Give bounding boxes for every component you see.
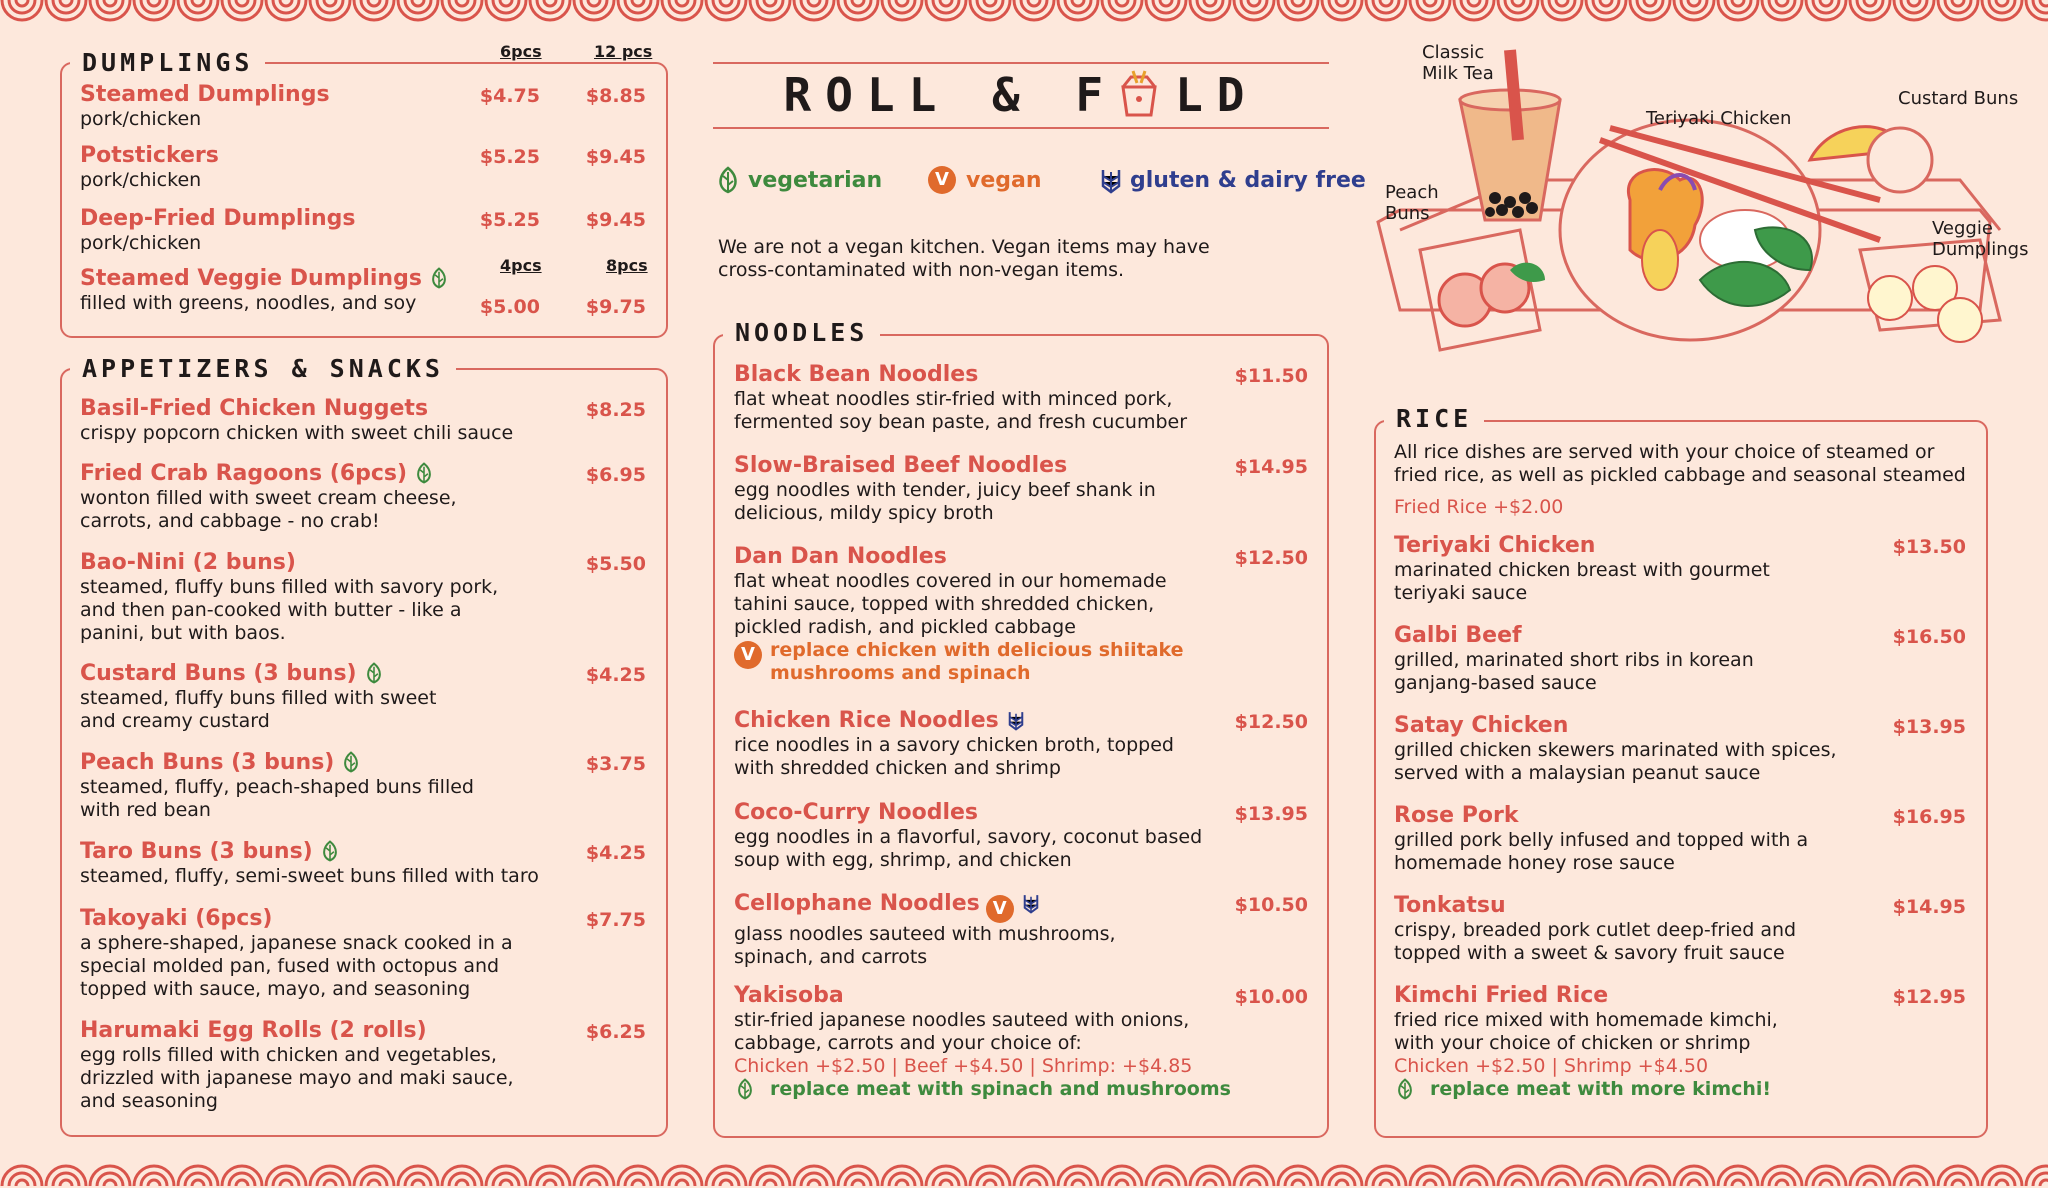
restaurant-logo (713, 64, 1329, 126)
item-description: flat wheat noodles stir-fried with minced pork, fermented soy bean paste, and fresh cucumber (734, 388, 1188, 433)
item-price: $9.75 (585, 296, 646, 318)
label-peach: Peach Buns (1385, 182, 1439, 224)
item-name (80, 396, 560, 422)
item-description: steamed, fluffy, peach-shaped buns filled with red bean (80, 776, 474, 821)
item-description: filled with greens, noodles, and soy (80, 292, 417, 314)
item-description: pork/chicken (80, 108, 202, 130)
vegetarian-leaf-icon (413, 462, 435, 484)
bottom-wave-border (0, 1160, 2048, 1188)
item-name-text: Taro Buns (3 buns) (80, 839, 313, 864)
item-name (734, 453, 1234, 479)
item-name (80, 661, 560, 687)
item-name-text: Steamed Dumplings (80, 82, 330, 107)
item-substitution-note (734, 639, 1234, 685)
menu-item (1394, 623, 1894, 695)
menu-item (1394, 983, 1894, 1101)
item-name (80, 461, 560, 487)
menu-item (1394, 533, 1894, 605)
item-price: $10.00 (1234, 986, 1308, 1008)
item-price: $5.50 (585, 553, 646, 575)
vegetarian-leaf-icon (363, 662, 385, 684)
item-description: stir-fried japanese noodles sauteed with onions, cabbage, carrots and your choice of: (734, 1009, 1190, 1054)
item-price: $13.95 (1892, 716, 1966, 738)
item-name (80, 266, 480, 292)
item-description: pork/chicken (80, 232, 202, 254)
vegetarian-leaf-icon (319, 840, 341, 862)
item-description: egg noodles with tender, juicy beef shank in delicious, mildy spicy broth (734, 479, 1156, 524)
item-description: pork/chicken (80, 169, 202, 191)
menu-item (734, 453, 1234, 525)
item-name-text: Chicken Rice Noodles (734, 708, 999, 733)
wheat-icon (1100, 166, 1122, 194)
item-name-text: Steamed Veggie Dumplings (80, 266, 422, 291)
item-name-text: Cellophane Noodles (734, 891, 980, 916)
item-name (734, 544, 1234, 570)
item-name-text: Rose Pork (1394, 803, 1519, 828)
item-price: $14.95 (1234, 456, 1308, 478)
item-name (80, 143, 480, 169)
item-price: $12.50 (1234, 711, 1308, 733)
item-addons: Chicken +$2.50 | Shrimp +$4.50 (1394, 1055, 1709, 1077)
vegetarian-leaf-icon (716, 166, 740, 194)
vegetarian-leaf-icon (1394, 1078, 1416, 1100)
menu-item (1394, 803, 1894, 875)
item-description: flat wheat noodles covered in our homemade tahini sauce, topped with shredded chicken, pickled radish, and pickled cabbage (734, 570, 1167, 638)
item-description: steamed, fluffy buns filled with sweet and creamy custard (80, 687, 437, 732)
item-name (1394, 623, 1894, 649)
item-price: $5.25 (479, 209, 540, 231)
menu-item (80, 839, 560, 888)
item-name (80, 206, 480, 232)
item-name (80, 550, 560, 576)
item-description: marinated chicken breast with gourmet teriyaki sauce (1394, 559, 1770, 604)
item-price: $11.50 (1234, 365, 1308, 387)
item-name (734, 362, 1234, 388)
item-price: $9.45 (585, 209, 646, 231)
item-description: egg rolls filled with chicken and vegetables, drizzled with japanese mayo and maki sauce, and seasoning (80, 1044, 514, 1112)
vegetarian-leaf-icon (734, 1078, 756, 1100)
wheat-icon (1005, 709, 1027, 731)
item-description: glass noodles sauteed with mushrooms, spinach, and carrots (734, 923, 1116, 968)
item-name-text: Peach Buns (3 buns) (80, 750, 335, 775)
item-name (734, 983, 1234, 1009)
vegan-badge-icon: V (986, 895, 1014, 923)
fried-rice-upcharge: Fried Rice +$2.00 (1394, 496, 1564, 518)
vegan-badge-icon: V (928, 166, 956, 194)
item-price: $12.50 (1234, 547, 1308, 569)
logo-text-right: LD (1175, 68, 1259, 122)
item-name (734, 800, 1234, 826)
item-description: grilled chicken skewers marinated with spices, served with a malaysian peanut sauce (1394, 739, 1837, 784)
item-name (80, 750, 560, 776)
menu-item (80, 906, 560, 1001)
item-name (1394, 803, 1894, 829)
item-price: $5.25 (479, 146, 540, 168)
item-name-text: Fried Crab Ragoons (6pcs) (80, 461, 408, 486)
item-name-text: Galbi Beef (1394, 623, 1522, 648)
item-price: $9.45 (585, 146, 646, 168)
item-name-text: Satay Chicken (1394, 713, 1569, 738)
item-name-text: Custard Buns (3 buns) (80, 661, 357, 686)
item-description: fried rice mixed with homemade kimchi, with your choice of chicken or shrimp (1394, 1009, 1778, 1054)
item-price: $12.95 (1892, 986, 1966, 1008)
item-price: $8.85 (585, 85, 646, 107)
menu-item (80, 266, 480, 315)
vegetarian-leaf-icon (428, 267, 450, 289)
item-price: $14.95 (1892, 896, 1966, 918)
item-price: $3.75 (585, 753, 646, 775)
logo-line-bottom (713, 127, 1329, 129)
item-name-text: Tonkatsu (1394, 893, 1506, 918)
item-name (734, 708, 1234, 734)
item-price: $10.50 (1234, 894, 1308, 916)
disclaimer: We are not a vegan kitchen. Vegan items may have cross-contaminated with non-vegan items. (718, 236, 1210, 281)
item-name (80, 906, 560, 932)
item-name-text: Black Bean Noodles (734, 362, 979, 387)
label-veggie: Veggie Dumplings (1932, 218, 2029, 260)
item-price: $6.95 (585, 464, 646, 486)
item-description: grilled, marinated short ribs in korean ganjang-based sauce (1394, 649, 1754, 694)
item-name-text: Bao-Nini (2 buns) (80, 550, 296, 575)
item-substitution-note (734, 1078, 1234, 1101)
note-text: replace meat with spinach and mushrooms (770, 1078, 1231, 1100)
item-name (1394, 983, 1894, 1009)
item-description: rice noodles in a savory chicken broth, topped with shredded chicken and shrimp (734, 734, 1174, 779)
item-price: $8.25 (585, 399, 646, 421)
menu-item (80, 143, 480, 192)
legend-gf-df: gluten & dairy free (1130, 168, 1366, 193)
item-substitution-note (1394, 1078, 1894, 1101)
menu-item (1394, 713, 1894, 785)
item-price: $4.25 (585, 842, 646, 864)
menu-item (80, 396, 560, 445)
item-name-text: Kimchi Fried Rice (1394, 983, 1609, 1008)
item-price: $7.75 (585, 909, 646, 931)
item-price: $4.75 (479, 85, 540, 107)
top-wave-border (0, 0, 2048, 26)
label-milk-tea: Classic Milk Tea (1422, 42, 1494, 84)
item-price: $16.50 (1892, 626, 1966, 648)
item-name-text: Deep-Fried Dumplings (80, 206, 356, 231)
menu-item (734, 800, 1234, 872)
menu-item (734, 362, 1234, 434)
item-price: $13.95 (1234, 803, 1308, 825)
item-name (1394, 713, 1894, 739)
vegan-badge-icon: V (734, 641, 762, 669)
menu-item (80, 750, 560, 822)
item-name (80, 839, 560, 865)
label-custard: Custard Buns (1898, 88, 2019, 109)
item-name-text: Harumaki Egg Rolls (2 rolls) (80, 1018, 427, 1043)
item-name-text: Basil-Fried Chicken Nuggets (80, 396, 429, 421)
legend-vegan: vegan (966, 168, 1042, 193)
legend (716, 166, 1366, 200)
item-addons: Chicken +$2.50 | Beef +$4.50 | Shrimp: +$4.85 (734, 1055, 1193, 1077)
item-description: steamed, fluffy, semi-sweet buns filled with taro (80, 865, 539, 887)
menu-item (80, 550, 560, 645)
menu-item (1394, 893, 1894, 965)
item-name-text: Potstickers (80, 143, 219, 168)
item-description: crispy popcorn chicken with sweet chili sauce (80, 422, 514, 444)
item-name-text: Dan Dan Noodles (734, 544, 947, 569)
appetizers-title: APPETIZERS & SNACKS (70, 354, 456, 383)
item-price: $5.00 (479, 296, 540, 318)
menu-item (734, 983, 1234, 1101)
item-name (80, 82, 480, 108)
noodles-title: NOODLES (723, 318, 880, 347)
item-name-text: Yakisoba (734, 983, 844, 1008)
dumplings-title: DUMPLINGS (70, 48, 265, 77)
menu-item (734, 708, 1234, 780)
rice-title: RICE (1384, 404, 1484, 433)
menu-item (734, 891, 1234, 969)
item-name-text: Takoyaki (6pcs) (80, 906, 273, 931)
item-description: steamed, fluffy buns filled with savory pork, and then pan-cooked with butter - like a panini, but with baos. (80, 576, 499, 644)
label-teriyaki: Teriyaki Chicken (1646, 108, 1792, 129)
col-12pcs: 12 pcs (594, 42, 653, 61)
item-price: $4.25 (585, 664, 646, 686)
item-name-text: Teriyaki Chicken (1394, 533, 1596, 558)
item-name-text: Coco-Curry Noodles (734, 800, 978, 825)
item-price: $13.50 (1892, 536, 1966, 558)
menu-item (80, 1018, 560, 1113)
item-price: $16.95 (1892, 806, 1966, 828)
menu-item (734, 544, 1234, 685)
menu-item (80, 82, 480, 131)
item-name (80, 1018, 560, 1044)
note-text: replace chicken with delicious shiitake mushrooms and spinach (770, 639, 1184, 684)
dumplings-title-line (282, 62, 468, 64)
item-name (1394, 893, 1894, 919)
menu-item (80, 461, 560, 533)
col-6pcs: 6pcs (500, 42, 542, 61)
veggie-dumpling (1868, 276, 1912, 320)
col-8pcs: 8pcs (606, 256, 648, 275)
item-price: $6.25 (585, 1021, 646, 1043)
legend-vegetarian: vegetarian (748, 168, 883, 193)
menu-item (80, 661, 560, 733)
logo-text-left: ROLL & F (783, 68, 1118, 122)
item-name (734, 891, 1234, 923)
item-description: a sphere-shaped, japanese snack cooked in a special molded pan, fused with octopus and topped with sauce, mayo, and seasoning (80, 932, 513, 1000)
takeout-box-icon (1117, 69, 1161, 119)
rice-intro: All rice dishes are served with your choice of steamed or fried rice, as well as pickled cabbage and seasonal steamed (1394, 441, 1966, 486)
menu-item (80, 206, 480, 255)
item-name (1394, 533, 1894, 559)
item-name-text: Slow-Braised Beef Noodles (734, 453, 1068, 478)
item-description: crispy, breaded pork cutlet deep-fried and topped with a sweet & savory fruit sauce (1394, 919, 1797, 964)
item-description: wonton filled with sweet cream cheese, carrots, and cabbage - no crab! (80, 487, 457, 532)
item-description: egg noodles in a flavorful, savory, coconut based soup with egg, shrimp, and chicken (734, 826, 1203, 871)
vegetarian-leaf-icon (340, 751, 362, 773)
wheat-icon (1020, 892, 1042, 914)
item-description: grilled pork belly infused and topped with a homemade honey rose sauce (1394, 829, 1809, 874)
note-text: replace meat with more kimchi! (1430, 1078, 1772, 1100)
col-4pcs: 4pcs (500, 256, 542, 275)
